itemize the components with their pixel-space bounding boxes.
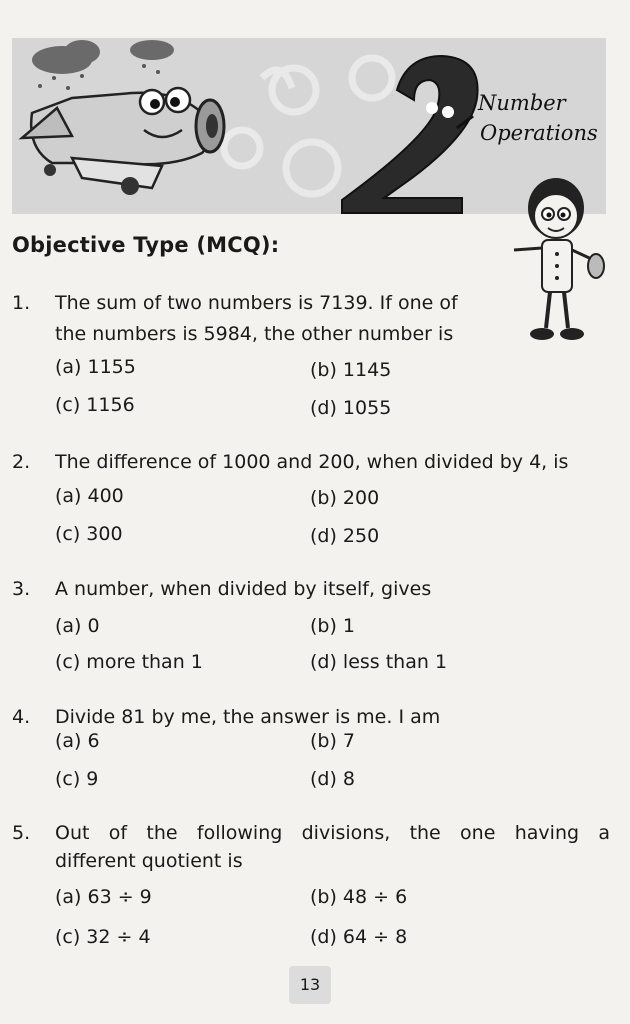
- option-c: (c) more than 1: [55, 651, 203, 673]
- option-c: (c) 9: [55, 768, 99, 790]
- option-c: (c) 300: [55, 523, 123, 545]
- section-heading: Objective Type (MCQ):: [12, 233, 280, 257]
- option-d: (d) 250: [310, 525, 380, 547]
- question-number: 3.: [12, 578, 31, 600]
- option-b: (b) 1: [310, 615, 356, 637]
- option-d: (d) 1055: [310, 397, 392, 419]
- page-number: 13: [289, 966, 331, 1004]
- question-number: 5.: [12, 822, 31, 844]
- option-d: (d) 8: [310, 768, 356, 790]
- chapter-title-line1: Number: [478, 91, 566, 115]
- option-d: (d) less than 1: [310, 651, 448, 673]
- option-a: (a) 63 ÷ 9: [55, 886, 152, 908]
- option-a: (a) 400: [55, 485, 124, 507]
- question-number: 4.: [12, 706, 31, 728]
- option-d: (d) 64 ÷ 8: [310, 926, 408, 948]
- option-a: (a) 0: [55, 615, 100, 637]
- cloud-icon: [32, 40, 174, 74]
- chapter-number-text: 2: [392, 96, 393, 97]
- question-text-line: Divide 81 by me, the answer is me. I am: [55, 706, 441, 728]
- option-a: (a) 1155: [55, 356, 136, 378]
- question-text-line: The sum of two numbers is 7139. If one of: [55, 292, 458, 314]
- chapter-title: [478, 88, 618, 148]
- question-text-line: the numbers is 5984, the other number is: [55, 323, 454, 345]
- airplane-icon: [22, 88, 224, 195]
- question-text-line: Out of the following divisions, the one having a: [55, 822, 610, 844]
- question-text-line: A number, when divided by itself, gives: [55, 578, 432, 600]
- question-number: 1.: [12, 292, 31, 314]
- option-b: (b) 7: [310, 730, 356, 752]
- option-c: (c) 32 ÷ 4: [55, 926, 151, 948]
- boy-illustration: [506, 170, 616, 354]
- question-number: 2.: [12, 451, 31, 473]
- option-b: (b) 48 ÷ 6: [310, 886, 408, 908]
- option-b: (b) 1145: [310, 359, 392, 381]
- option-c: (c) 1156: [55, 394, 135, 416]
- chapter-number-icon: [342, 56, 478, 213]
- option-b: (b) 200: [310, 487, 380, 509]
- option-a: (a) 6: [55, 730, 100, 752]
- question-text-line: different quotient is: [55, 850, 243, 872]
- chapter-title-line2: Operations: [480, 121, 598, 145]
- question-text-line: The difference of 1000 and 200, when divided by 4, is: [55, 451, 569, 473]
